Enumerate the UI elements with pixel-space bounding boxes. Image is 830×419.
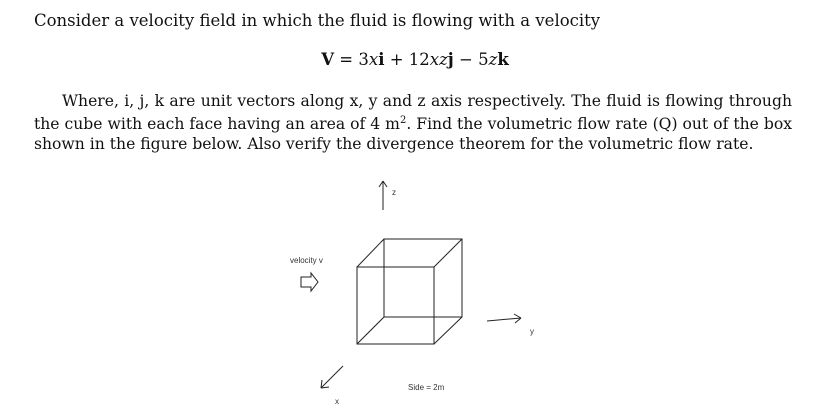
eq-z: z <box>488 50 498 69</box>
eq-i: i <box>378 50 385 69</box>
axis-z-label: z <box>392 188 396 197</box>
paragraph-line-3: shown in the figure below. Also verify the divergence theorem for the volumetric flow rate. <box>34 135 754 154</box>
area-exponent: 2 <box>399 115 407 126</box>
cube-edge <box>357 317 384 344</box>
side-length-label: Side = 2m <box>408 383 445 392</box>
z-axis-arrow <box>379 181 387 210</box>
paragraph-line-1: Where, i, j, k are unit vectors along x, y and z axis respectively. The fluid is flowing through <box>62 92 792 110</box>
cube-edge <box>434 239 462 267</box>
axis-y-label: y <box>530 327 534 336</box>
eq-j: j <box>447 50 454 69</box>
velocity-label: velocity v <box>290 256 323 265</box>
paragraph-line-2b: . Find the volumetric flow rate (Q) out of the box <box>406 115 792 134</box>
y-axis-arrow <box>487 314 521 323</box>
eq-equals: = 3 <box>334 50 369 69</box>
x-axis-arrow <box>321 366 343 388</box>
eq-x: x <box>368 50 379 69</box>
velocity-arrow-icon <box>301 273 318 291</box>
cube-edge <box>357 239 384 267</box>
eq-xz: xz <box>429 50 448 69</box>
eq-k: k <box>497 50 509 69</box>
cube-edge <box>434 317 462 344</box>
axis-x-label: x <box>335 397 339 406</box>
eq-V: V <box>321 50 335 69</box>
paragraph-line-2a: the cube with each face having an area of 4 m <box>34 115 400 134</box>
eq-plus: + 12 <box>384 50 430 69</box>
eq-minus: − 5 <box>453 50 489 69</box>
intro-text: Consider a velocity field in which the fluid is flowing with a velocity <box>34 11 601 30</box>
